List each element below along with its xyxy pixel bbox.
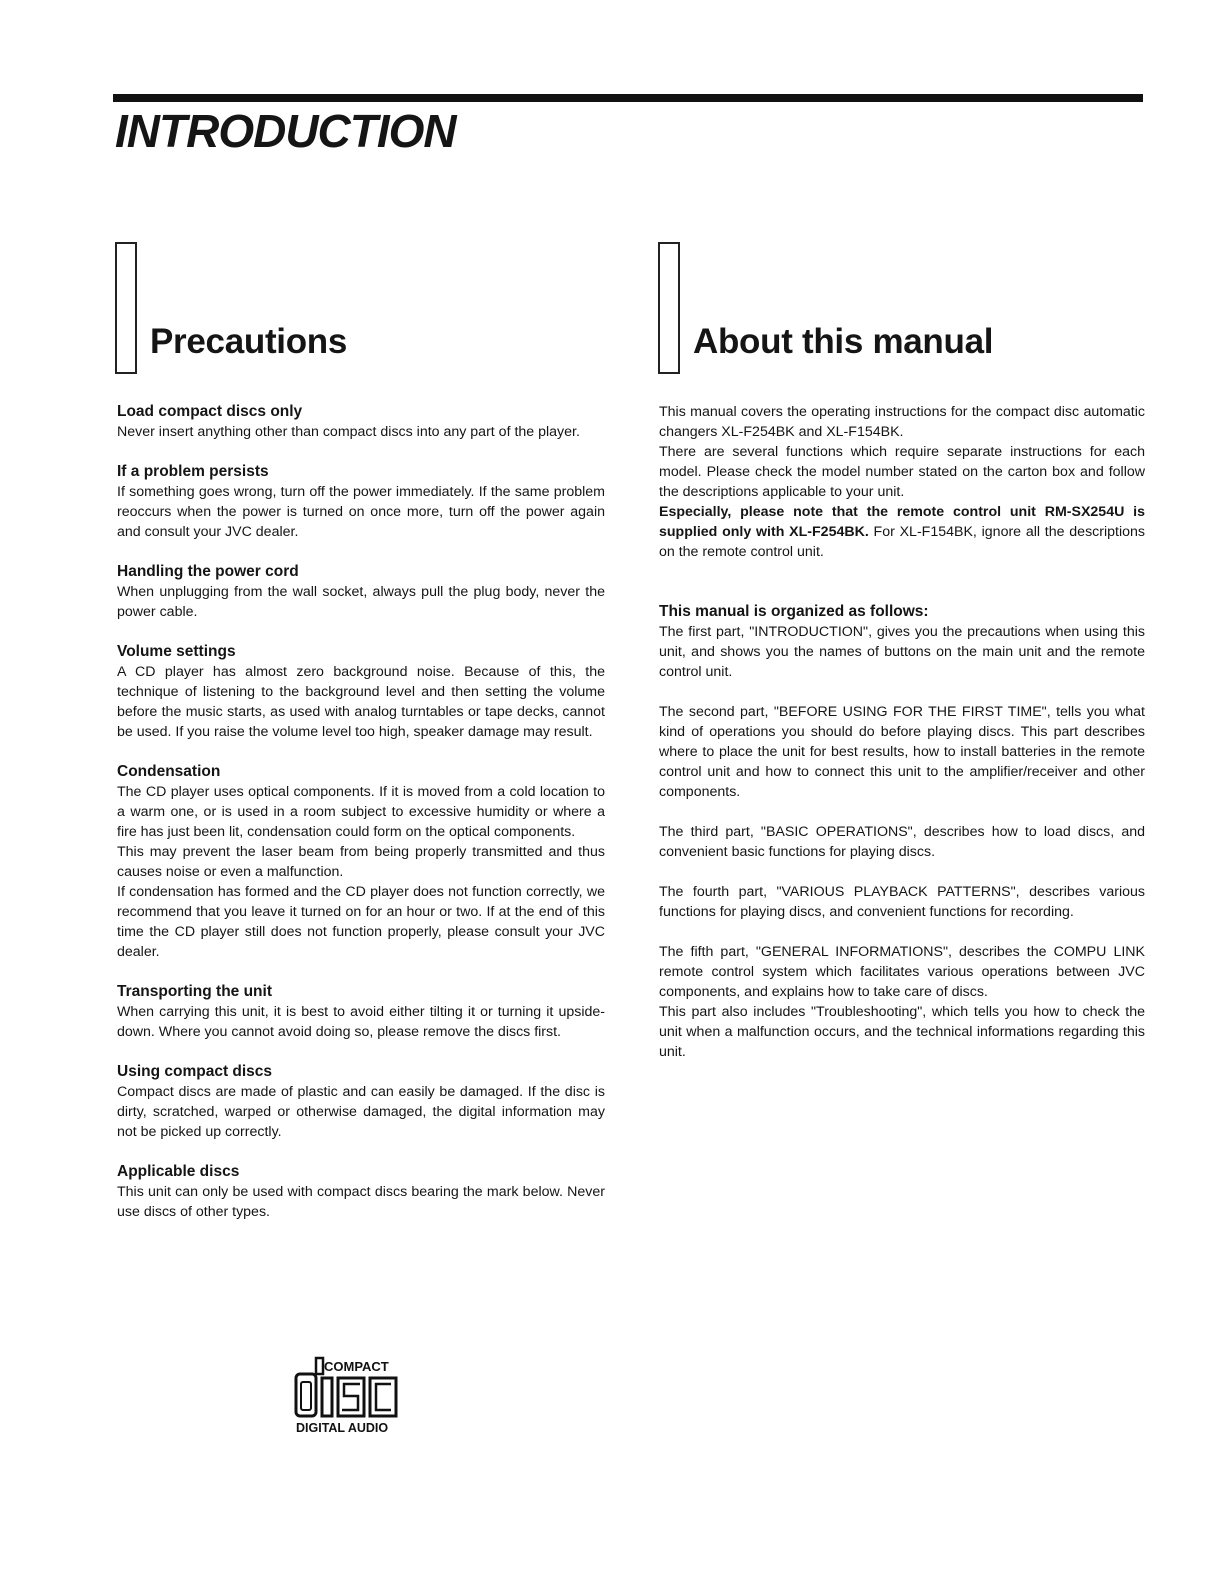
about-note-rest: For XL-F154BK, ignore all the descriptions on the remote control unit. [659, 524, 1145, 560]
precaution-item [117, 462, 605, 542]
precaution-body: A CD player has almost zero background noise. Because of this, the technique of listening to the background level and then setting the volume before the music starts, as used with analog turntables or tape decks, cannot be used. If you raise the volume level too high, speaker damage may result. [117, 664, 605, 740]
precaution-title: Applicable discs [117, 1163, 240, 1180]
page-title: INTRODUCTION [115, 105, 456, 157]
top-rule [113, 94, 1143, 102]
precaution-title: If a problem persists [117, 463, 269, 480]
precaution-body: The CD player uses optical components. If it is moved from a cold location to a warm one, or is used in a room subject to excessive humidity or where a fire has just been lit, condensation could form on the optical components. [117, 784, 605, 840]
about-column [659, 402, 1145, 1062]
section-marker-about [658, 242, 680, 374]
manual-part: The fourth part, "VARIOUS PLAYBACK PATTERNS", describes various functions for playing discs, and convenient functions for recording. [659, 884, 1145, 920]
precaution-title: Condensation [117, 763, 221, 780]
precaution-body: When unplugging from the wall socket, always pull the plug body, never the power cable. [117, 584, 605, 620]
manual-part-troubleshooting: This part also includes "Troubleshooting", which tells you how to check the unit when a malfunction occurs, and the technical informations regarding this unit. [659, 1004, 1145, 1060]
precaution-body: This may prevent the laser beam from being properly transmitted and thus causes noise or even a malfunction. [117, 844, 605, 880]
precautions-column [117, 402, 605, 1242]
precaution-item [117, 1162, 605, 1222]
organized-heading: This manual is organized as follows: [659, 603, 929, 620]
manual-part: The first part, "INTRODUCTION", gives you the precautions when using this unit, and shows you the names of buttons on the main unit and the remote control unit. [659, 624, 1145, 680]
precaution-body: This unit can only be used with compact discs bearing the mark below. Never use discs of other types. [117, 1184, 605, 1220]
precaution-title: Load compact discs only [117, 403, 303, 420]
manual-part: The second part, "BEFORE USING FOR THE FIRST TIME", tells you what kind of operations you should do before playing discs. This part describes where to place the unit for best results, how to install batteries in the remote control unit and how to connect this unit to the amplifier/receiver and other components. [659, 704, 1145, 800]
precaution-item [117, 1062, 605, 1142]
precaution-title: Handling the power cord [117, 563, 299, 580]
section-marker-precautions [115, 242, 137, 374]
precaution-title: Using compact discs [117, 1063, 273, 1080]
about-remote-note [659, 502, 1145, 562]
precaution-body: If condensation has formed and the CD player does not function correctly, we recommend that you leave it turned on for an hour or two. If at the end of this time the CD player still does not function properly, please consult your JVC dealer. [117, 884, 605, 960]
compact-disc-logo [294, 1356, 414, 1436]
logo-compact-text: COMPACT [324, 1359, 389, 1374]
precaution-body: Compact discs are made of plastic and can easily be damaged. If the disc is dirty, scratched, warped or otherwise damaged, the digital information may not be picked up correctly. [117, 1084, 605, 1140]
precaution-body: When carrying this unit, it is best to avoid either tilting it or turning it upside-down. Where you cannot avoid doing so, please remove the discs first. [117, 1004, 605, 1040]
precaution-item [117, 562, 605, 622]
precaution-body: If something goes wrong, turn off the power immediately. If the same problem reoccurs when the power is turned on once more, turn off the power again and consult your JVC dealer. [117, 484, 605, 540]
precaution-item [117, 642, 605, 742]
about-intro: This manual covers the operating instructions for the compact disc automatic changers XL-F254BK and XL-F154BK. [659, 404, 1145, 440]
precaution-body: Never insert anything other than compact discs into any part of the player. [117, 424, 580, 440]
logo-digital-audio-text: DIGITAL AUDIO [296, 1421, 389, 1435]
precaution-title: Transporting the unit [117, 983, 272, 1000]
precautions-heading: Precautions [150, 322, 348, 361]
about-note-bold: Especially, please note that the remote control unit RM-SX254U is supplied only with XL-F254BK. [659, 504, 1145, 540]
precaution-item [117, 982, 605, 1042]
precaution-title: Volume settings [117, 643, 236, 660]
precaution-item [117, 762, 605, 962]
about-heading: About this manual [693, 322, 994, 361]
manual-part: The fifth part, "GENERAL INFORMATIONS", describes the COMPU LINK remote control system which facilitates various operations between JVC components, and explains how to take care of discs. [659, 944, 1145, 1000]
precaution-item [117, 402, 605, 442]
about-intro-2: There are several functions which require separate instructions for each model. Please check the model number stated on the carton box and follow the descriptions applicable to your unit. [659, 444, 1145, 500]
manual-part: The third part, "BASIC OPERATIONS", describes how to load discs, and convenient basic functions for playing discs. [659, 824, 1145, 860]
